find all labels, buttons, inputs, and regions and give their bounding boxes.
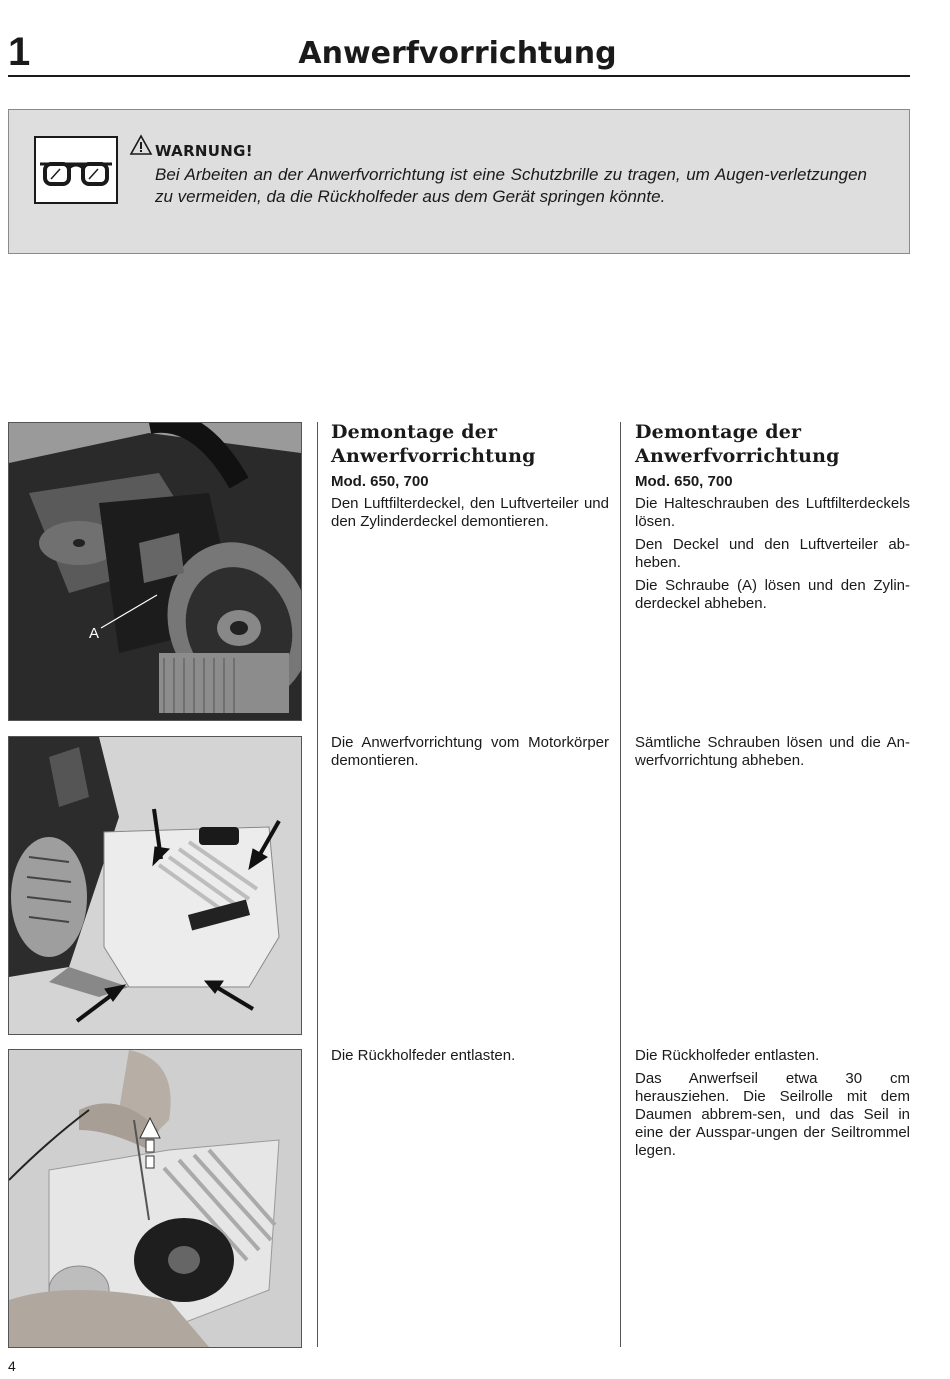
warning-triangle-icon [129,134,153,156]
figure-label-a: A [89,625,100,642]
left-section-intro [331,420,609,536]
right-step-3a: Die Rückholfeder entlasten. [635,1047,820,1064]
right-section-intro [635,420,910,618]
safety-goggles-icon [34,136,118,204]
chapter-number: 1 [8,30,31,74]
right-step-3b: Das Anwerfseil etwa 30 cm herausziehen. Die Seilrolle mit dem Daumen abbrem-sen, und das Seil in eine der Ausspar-ungen der Seiltrommel legen. [635,1070,910,1159]
left-section-step-2 [331,734,609,775]
right-step-2: Sämtliche Schrauben lösen und die An-werfvorrichtung abheben. [635,734,910,769]
page-title: Anwerfvorrichtung [298,36,617,71]
left-step-1: Den Luftfilterdeckel, den Luftverteiler und den Zylinderdeckel demontieren. [331,495,609,530]
right-step-1c: Die Schraube (A) lösen und den Zylin-derdeckel abheben. [635,577,910,612]
figure-air-filter-photo [8,422,302,721]
right-step-1a: Die Halteschrauben des Luftfilterdeckels lösen. [635,495,910,530]
left-section-step-3 [331,1047,609,1070]
right-section-step-3 [635,1047,910,1165]
warning-heading: WARNUNG! [155,142,253,160]
column-divider-left [317,422,318,1347]
title-rule [8,75,910,77]
right-model-label: Mod. 650, 700 [635,473,733,490]
right-section-heading: Demontage der Anwerfvorrichtung [635,421,840,467]
page-number: 4 [8,1358,16,1374]
figure-starter-removal-photo [8,736,302,1035]
warning-text: Bei Arbeiten an der Anwerfvorrichtung ist eine Schutzbrille zu tragen, um Augen-verletzungen zu vermeiden, da die Rückholfeder aus dem Gerät springen könnte. [155,165,867,206]
right-section-step-2 [635,734,910,775]
left-section-heading: Demontage der Anwerfvorrichtung [331,421,536,467]
left-step-2: Die Anwerfvorrichtung vom Motorkörper demontieren. [331,734,609,769]
left-model-label: Mod. 650, 700 [331,473,429,490]
left-step-3: Die Rückholfeder entlasten. [331,1047,516,1064]
right-step-1b: Den Deckel und den Luftverteiler ab-heben. [635,536,910,571]
column-divider-right [620,422,621,1347]
figure-spring-release-photo [8,1049,302,1348]
warning-box [8,109,910,254]
